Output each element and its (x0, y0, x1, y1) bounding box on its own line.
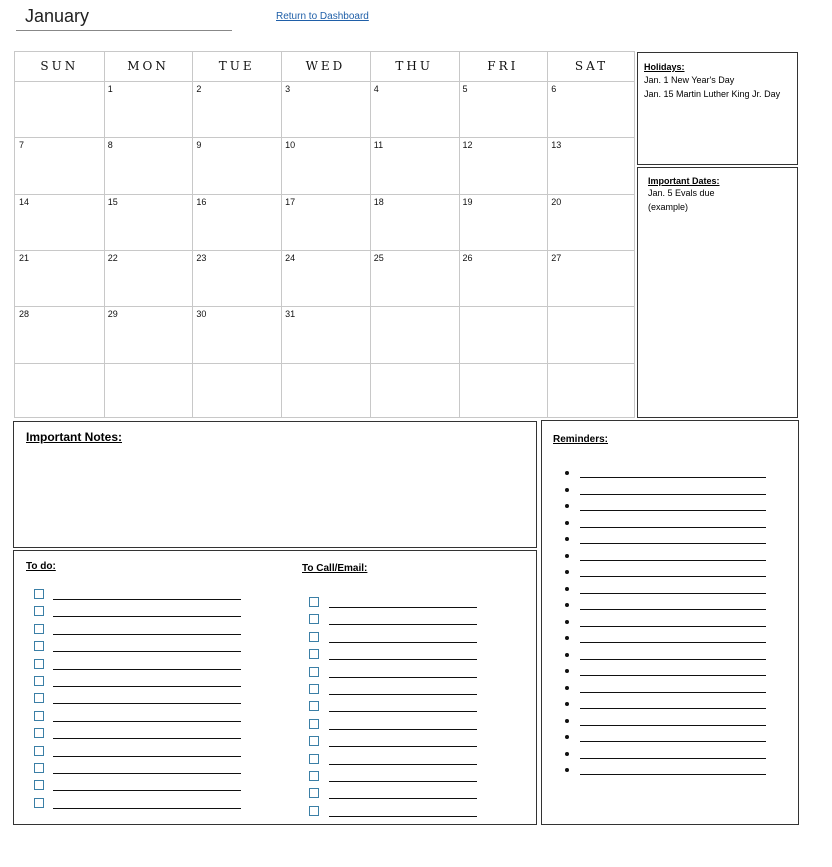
todo-line[interactable] (53, 703, 241, 704)
call-email-checkbox[interactable] (309, 806, 319, 816)
call-email-checkbox[interactable] (309, 788, 319, 798)
todo-line[interactable] (53, 686, 241, 687)
todo-checkbox[interactable] (34, 798, 44, 808)
call-email-line[interactable] (329, 694, 477, 695)
reminder-line[interactable] (580, 510, 766, 511)
todo-line[interactable] (53, 651, 241, 652)
reminder-line[interactable] (580, 675, 766, 676)
call-email-checkbox[interactable] (309, 684, 319, 694)
reminder-line[interactable] (580, 642, 766, 643)
day-number: 1 (107, 84, 113, 94)
day-header-sun: SUN (40, 59, 79, 73)
call-email-line[interactable] (329, 746, 477, 747)
important-date-item: Jan. 5 Evals due (648, 188, 715, 198)
day-number: 31 (285, 309, 296, 320)
day-header-mon: MON (127, 59, 169, 73)
day-number: 20 (551, 196, 562, 207)
day-number: 13 (551, 140, 562, 151)
todo-checkbox[interactable] (34, 641, 44, 651)
calendar-day-cell[interactable] (547, 306, 636, 362)
reminder-line[interactable] (580, 576, 766, 577)
day-number: 17 (285, 196, 296, 207)
calendar-day-cell[interactable] (281, 81, 370, 137)
call-email-title: To Call/Email: (302, 563, 368, 574)
calendar-day-cell[interactable] (104, 363, 193, 419)
reminder-bullet (565, 537, 569, 541)
calendar-day-cell[interactable] (370, 250, 459, 306)
reminder-bullet (565, 752, 569, 756)
reminder-line[interactable] (580, 741, 766, 742)
calendar-day-cell[interactable] (459, 363, 548, 419)
call-email-line[interactable] (329, 677, 477, 678)
reminder-bullet (565, 653, 569, 657)
day-number: 29 (107, 309, 118, 320)
reminder-line[interactable] (580, 494, 766, 495)
calendar-day-cell[interactable] (547, 81, 636, 137)
important-notes-title: Important Notes: (26, 430, 122, 444)
calendar-day-cell[interactable] (281, 306, 370, 362)
call-email-line[interactable] (329, 642, 477, 643)
call-email-checkbox[interactable] (309, 719, 319, 729)
calendar-day-cell[interactable] (459, 194, 548, 250)
calendar-day-cell[interactable] (370, 363, 459, 419)
calendar-day-cell[interactable] (547, 250, 636, 306)
day-number: 12 (462, 140, 473, 151)
todo-checkbox[interactable] (34, 746, 44, 756)
calendar-day-cell[interactable] (104, 306, 193, 362)
day-number: 11 (373, 140, 384, 151)
reminder-bullet (565, 702, 569, 706)
day-number: 21 (19, 252, 30, 263)
calendar-day-cell[interactable] (281, 363, 370, 419)
reminder-line[interactable] (580, 774, 766, 775)
calendar-day-cell[interactable] (459, 250, 548, 306)
holiday-item: Jan. 1 New Year's Day (644, 75, 735, 85)
calendar-day-cell[interactable] (459, 137, 548, 193)
todo-line[interactable] (53, 808, 241, 809)
day-number: 15 (107, 196, 118, 207)
todo-checkbox[interactable] (34, 589, 44, 599)
call-email-checkbox[interactable] (309, 667, 319, 677)
day-number: 22 (107, 252, 118, 263)
todo-checkbox[interactable] (34, 659, 44, 669)
calendar-day-cell[interactable] (281, 250, 370, 306)
todo-line[interactable] (53, 756, 241, 757)
todo-line[interactable] (53, 790, 241, 791)
todo-line[interactable] (53, 669, 241, 670)
day-header-tue: TUE (218, 59, 255, 73)
calendar-day-cell[interactable] (459, 306, 548, 362)
important-dates-title: Important Dates: (648, 176, 720, 186)
todo-checkbox[interactable] (34, 711, 44, 721)
reminder-line[interactable] (580, 758, 766, 759)
call-email-checkbox[interactable] (309, 649, 319, 659)
day-header-wed: WED (305, 59, 346, 73)
reminder-line[interactable] (580, 725, 766, 726)
important-date-item: (example) (648, 202, 689, 212)
call-email-checkbox[interactable] (309, 614, 319, 624)
calendar-day-cell[interactable] (370, 194, 459, 250)
calendar-day-cell[interactable] (104, 194, 193, 250)
calendar-day-cell[interactable] (15, 194, 104, 250)
reminder-bullet (565, 570, 569, 574)
reminder-line[interactable] (580, 708, 766, 709)
reminder-bullet (565, 587, 569, 591)
reminder-bullet (565, 504, 569, 508)
calendar-day-cell[interactable] (547, 137, 636, 193)
todo-line[interactable] (53, 634, 241, 635)
reminder-line[interactable] (580, 692, 766, 693)
calendar-day-cell[interactable] (192, 363, 281, 419)
day-number: 5 (462, 84, 468, 94)
day-header-thu: THU (395, 59, 433, 73)
call-email-checkbox[interactable] (309, 754, 319, 764)
calendar-day-cell[interactable] (370, 137, 459, 193)
calendar-day-cell[interactable] (192, 81, 281, 137)
reminder-line[interactable] (580, 626, 766, 627)
reminders-title: Reminders: (553, 434, 609, 445)
calendar-day-cell[interactable] (370, 81, 459, 137)
calendar-day-cell[interactable] (15, 363, 104, 419)
reminder-bullet (565, 620, 569, 624)
call-email-checkbox[interactable] (309, 771, 319, 781)
todo-line[interactable] (53, 599, 241, 600)
reminders-box (541, 420, 799, 825)
day-number: 16 (196, 196, 207, 207)
day-number: 28 (19, 309, 30, 320)
return-to-dashboard-link[interactable]: Return to Dashboard (276, 11, 369, 22)
call-email-line[interactable] (329, 624, 477, 625)
call-email-checkbox[interactable] (309, 632, 319, 642)
reminder-bullet (565, 768, 569, 772)
reminder-bullet (565, 554, 569, 558)
todo-line[interactable] (53, 616, 241, 617)
calendar-day-cell[interactable] (547, 194, 636, 250)
calendar-day-cell[interactable] (104, 137, 193, 193)
call-email-line[interactable] (329, 798, 477, 799)
month-title: January (25, 6, 90, 26)
calendar-day-cell[interactable] (370, 306, 459, 362)
calendar-day-cell[interactable] (281, 137, 370, 193)
important-dates-box (637, 167, 798, 418)
todo-checkbox[interactable] (34, 606, 44, 616)
reminder-bullet (565, 735, 569, 739)
reminder-line[interactable] (580, 560, 766, 561)
call-email-line[interactable] (329, 816, 477, 817)
call-email-line[interactable] (329, 764, 477, 765)
reminder-bullet (565, 669, 569, 673)
calendar-day-cell[interactable] (104, 250, 193, 306)
call-email-line[interactable] (329, 781, 477, 782)
reminder-line[interactable] (580, 477, 766, 478)
holidays-title: Holidays: (644, 62, 685, 72)
day-number: 24 (285, 252, 296, 263)
day-number: 23 (196, 252, 207, 263)
todo-title: To do: (26, 561, 56, 572)
todo-checkbox[interactable] (34, 676, 44, 686)
day-number: 10 (285, 140, 296, 151)
day-header-sat: SAT (574, 59, 609, 73)
day-number: 3 (285, 84, 291, 94)
calendar-grid (14, 51, 635, 418)
calendar-day-cell[interactable] (192, 194, 281, 250)
call-email-line[interactable] (329, 607, 477, 608)
calendar-day-cell[interactable] (192, 250, 281, 306)
reminder-bullet (565, 488, 569, 492)
reminder-bullet (565, 603, 569, 607)
call-email-line[interactable] (329, 711, 477, 712)
todo-call-box (13, 550, 537, 825)
todo-checkbox[interactable] (34, 728, 44, 738)
holiday-item: Jan. 15 Martin Luther King Jr. Day (644, 89, 781, 99)
day-number: 9 (196, 140, 202, 151)
calendar-day-cell[interactable] (104, 81, 193, 137)
day-number: 26 (462, 252, 473, 263)
reminder-bullet (565, 719, 569, 723)
call-email-line[interactable] (329, 729, 477, 730)
day-number: 25 (373, 252, 384, 263)
reminder-bullet (565, 636, 569, 640)
reminder-line[interactable] (580, 593, 766, 594)
day-number: 7 (19, 140, 25, 151)
todo-checkbox[interactable] (34, 693, 44, 703)
day-number: 6 (551, 84, 557, 94)
calendar-day-cell[interactable] (459, 81, 548, 137)
todo-line[interactable] (53, 721, 241, 722)
calendar-day-cell[interactable] (192, 137, 281, 193)
call-email-checkbox[interactable] (309, 597, 319, 607)
call-email-line[interactable] (329, 659, 477, 660)
day-number: 2 (196, 84, 202, 94)
calendar-day-cell[interactable] (15, 250, 104, 306)
day-number: 30 (196, 309, 207, 320)
day-header-fri: FRI (487, 59, 519, 73)
calendar-day-cell[interactable] (281, 194, 370, 250)
todo-checkbox[interactable] (34, 763, 44, 773)
reminder-line[interactable] (580, 543, 766, 544)
important-notes-box[interactable] (13, 421, 537, 548)
holidays-box (637, 52, 798, 165)
todo-checkbox[interactable] (34, 624, 44, 634)
day-number: 19 (462, 196, 473, 207)
reminder-line[interactable] (580, 609, 766, 610)
day-number: 14 (19, 196, 30, 207)
title-underline (16, 30, 232, 31)
day-number: 8 (107, 140, 113, 151)
reminder-line[interactable] (580, 527, 766, 528)
calendar-day-cell[interactable] (15, 81, 104, 137)
reminder-bullet (565, 471, 569, 475)
todo-line[interactable] (53, 773, 241, 774)
call-email-checkbox[interactable] (309, 701, 319, 711)
todo-checkbox[interactable] (34, 780, 44, 790)
calendar-day-cell[interactable] (15, 137, 104, 193)
todo-line[interactable] (53, 738, 241, 739)
calendar-day-cell[interactable] (547, 363, 636, 419)
day-number: 27 (551, 252, 562, 263)
calendar-day-cell[interactable] (15, 306, 104, 362)
day-number: 18 (373, 196, 384, 207)
calendar-day-cell[interactable] (192, 306, 281, 362)
reminder-bullet (565, 521, 569, 525)
reminder-bullet (565, 686, 569, 690)
call-email-checkbox[interactable] (309, 736, 319, 746)
reminder-line[interactable] (580, 659, 766, 660)
day-number: 4 (373, 84, 379, 94)
